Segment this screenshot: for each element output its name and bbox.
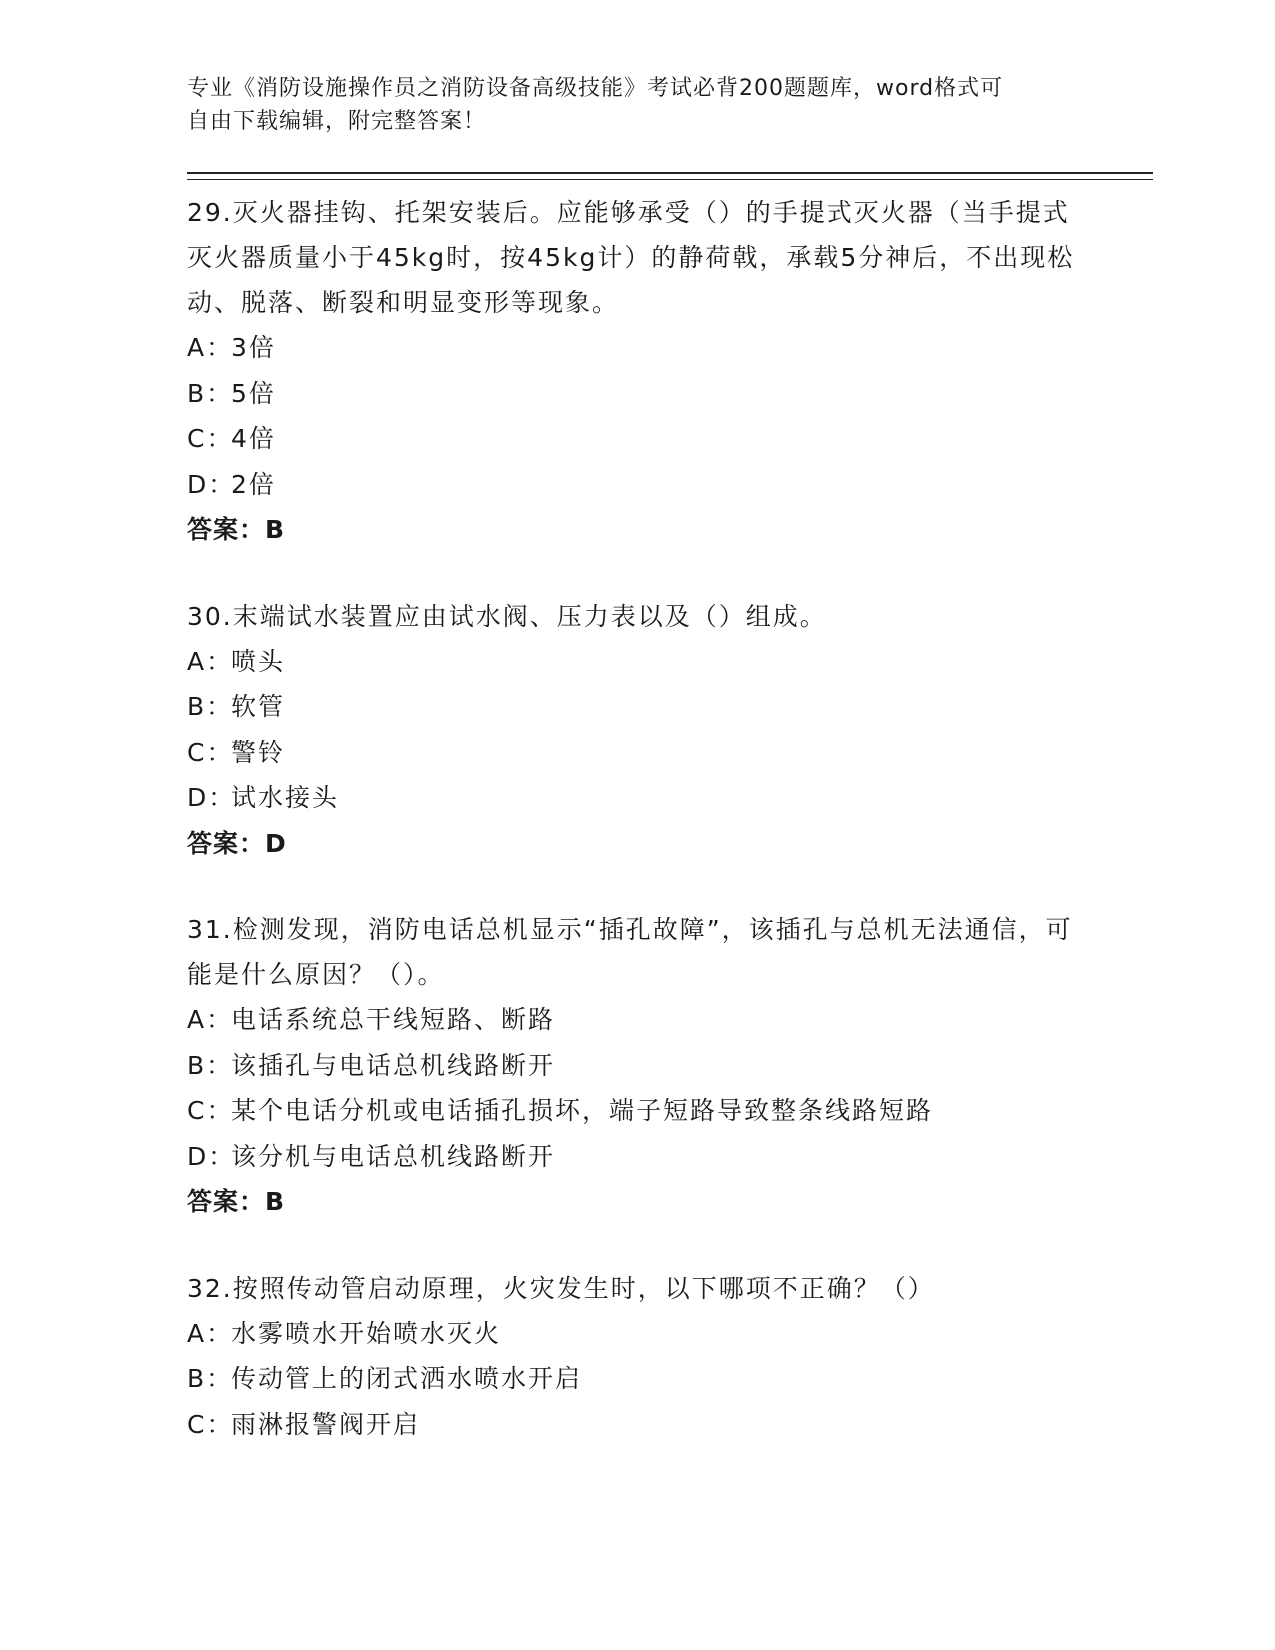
option-a: [187, 639, 1087, 685]
option-text: 3倍: [231, 333, 276, 362]
option-c: [187, 730, 1087, 776]
header-line-2: 自由下载编辑，附完整答案！: [187, 109, 487, 134]
option-text: 警铃: [231, 737, 286, 767]
option-text: 水雾喷水开始喷水灭火: [231, 1318, 502, 1348]
option-a: [187, 997, 1087, 1043]
question-stem: 32.按照传动管启动原理，火灾发生时，以下哪项不正确？（）: [187, 1273, 935, 1303]
option-key: D：: [187, 783, 236, 812]
question-31: [187, 907, 1087, 1225]
option-key: C：: [187, 1409, 234, 1439]
option-b: [187, 1356, 1087, 1402]
question-list: [187, 190, 1087, 1488]
option-key: A：: [187, 1318, 234, 1348]
question-32: [187, 1266, 1087, 1448]
option-text: 某个电话分机或电话插孔损坏，端子短路导致整条线路短路: [231, 1096, 934, 1125]
option-text: 试水接头: [231, 783, 340, 812]
option-key: D：: [187, 1141, 236, 1171]
option-key: A：: [187, 646, 234, 676]
option-key: A：: [187, 333, 234, 362]
option-text: 2倍: [231, 469, 276, 499]
option-key: B：: [187, 1364, 234, 1393]
option-key: B：: [187, 1050, 234, 1080]
option-text: 该分机与电话总机线路断开: [231, 1141, 556, 1171]
option-text: 软管: [231, 692, 286, 721]
option-text: 传动管上的闭式洒水喷水开启: [231, 1364, 583, 1393]
header-divider-thick: [187, 172, 1153, 174]
option-d: [187, 775, 1087, 821]
option-d: [187, 462, 1087, 508]
option-a: [187, 325, 1087, 371]
option-text: 电话系统总干线短路、断路: [231, 1005, 556, 1034]
option-text: 雨淋报警阀开启: [231, 1409, 421, 1439]
option-d: [187, 1134, 1087, 1180]
option-key: D：: [187, 469, 236, 499]
option-key: A：: [187, 1005, 234, 1034]
question-stem: 30.末端试水装置应由试水阀、压力表以及（）组成。: [187, 601, 827, 631]
option-c: [187, 416, 1087, 462]
option-b: [187, 371, 1087, 417]
option-key: B：: [187, 692, 234, 721]
option-c: [187, 1088, 1087, 1134]
option-text: 5倍: [231, 378, 276, 408]
option-key: C：: [187, 424, 234, 453]
question-stem: 31.检测发现，消防电话总机显示“插孔故障”，该插孔与总机无法通信，可能是什么原因？（）。: [187, 915, 1073, 989]
option-key: B：: [187, 378, 234, 408]
header-line-1: 专业《消防设施操作员之消防设备高级技能》考试必背200题题库，word格式可: [187, 76, 1004, 101]
answer: 答案：B: [187, 515, 286, 544]
option-key: C：: [187, 737, 234, 767]
question-30: [187, 594, 1087, 867]
answer: 答案：D: [187, 828, 287, 858]
question-29: [187, 190, 1087, 553]
option-text: 喷头: [231, 646, 286, 676]
option-text: 该插孔与电话总机线路断开: [231, 1050, 556, 1080]
question-stem: 29.灭火器挂钩、托架安装后。应能够承受（）的手提式灭火器（当手提式灭火器质量小于45kg时，按45kg计）的静荷戟，承载5分神后，不出现松动、脱落、断裂和明显变形等现象。: [187, 198, 1075, 317]
option-key: C：: [187, 1096, 234, 1125]
answer: 答案：B: [187, 1187, 286, 1216]
header-divider-thin: [187, 179, 1153, 180]
option-a: [187, 1311, 1087, 1357]
option-c: [187, 1402, 1087, 1448]
option-b: [187, 684, 1087, 730]
option-text: 4倍: [231, 424, 276, 453]
option-b: [187, 1043, 1087, 1089]
document-header: [187, 72, 1067, 138]
